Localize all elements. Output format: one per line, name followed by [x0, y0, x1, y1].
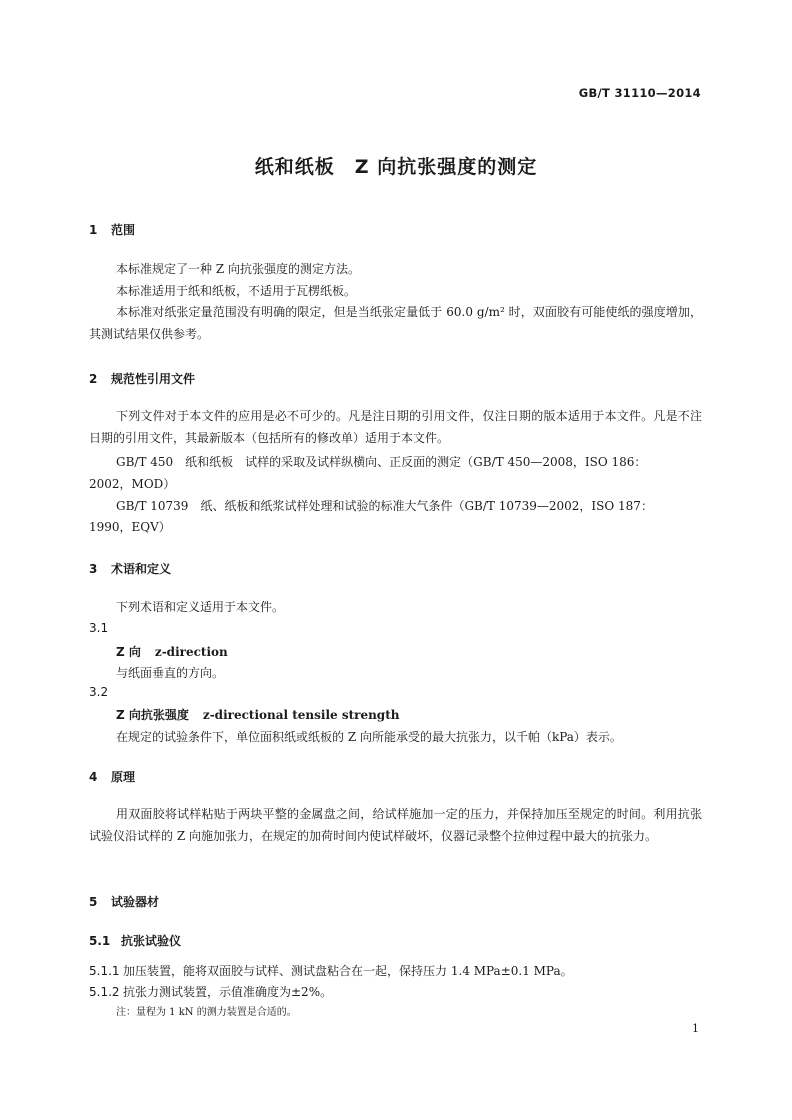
term-2-number: 3.2 [89, 685, 109, 699]
section-1-heading [89, 221, 135, 238]
section-3-intro: 下列术语和定义适用于本文件。 [116, 600, 285, 614]
section-title: 术语和定义 [111, 562, 172, 576]
note: 注：量程为 1 kN 的测力装置是合适的。 [116, 1007, 297, 1018]
section-3-heading [89, 560, 171, 577]
term-2-definition: 在规定的试验条件下，单位面积纸或纸板的 Z 向所能承受的最大抗张力，以千帕（kPa）表示。 [116, 730, 622, 744]
section-number: 3 [89, 562, 98, 576]
term-2-heading [116, 706, 399, 723]
section-number: 5 [89, 895, 98, 909]
section-4-heading [89, 768, 135, 785]
clause-number: 5.1.1 [89, 964, 120, 978]
clause-number: 5.1.2 [89, 985, 120, 999]
section-4-paragraph-1: 用双面胶将试样粘贴于两块平整的金属盘之间，给试样施加一定的压力，并保持加压至规定的时间。利用抗张试验仪沿试样的 Z 向施加张力，在规定的加荷时间内使试样破坏，仪器记录整个拉伸过程中最大的抗张力。 [89, 807, 702, 843]
subsection-title: 抗张试验仪 [121, 934, 182, 948]
clause-5-1-1 [89, 962, 702, 979]
section-2-heading [89, 370, 195, 387]
clause-5-1-2 [89, 983, 702, 1000]
section-number: 2 [89, 372, 98, 386]
section-1-paragraph-2: 本标准适用于纸和纸板，不适用于瓦楞纸板。 [116, 284, 357, 298]
section-1-paragraph-1: 本标准规定了一种 Z 向抗张强度的测定方法。 [116, 262, 360, 276]
section-title: 试验器材 [111, 895, 160, 909]
term-zh: Z 向 [116, 645, 141, 659]
reference-gbt450-line-2: 2002，MOD） [89, 477, 176, 491]
section-5-heading [89, 893, 159, 910]
section-number: 4 [89, 770, 98, 784]
term-1-heading [116, 643, 228, 660]
term-1-definition: 与纸面垂直的方向。 [116, 666, 225, 680]
page-number: 1 [692, 1022, 699, 1035]
reference-gbt10739-line-1: GB/T 10739 纸、纸板和纸浆试样处理和试验的标准大气条件（GB/T 10739—2002，ISO 187： [116, 499, 653, 513]
clause-text: 加压装置，能将双面胶与试样、测试盘粘合在一起，保持压力 1.4 MPa±0.1 MPa。 [123, 964, 573, 978]
section-title: 原理 [111, 770, 136, 784]
section-1-paragraph-3: 本标准对纸张定量范围没有明确的限定，但是当纸张定量低于 60.0 g/m² 时，双面胶有可能使纸的强度增加，其测试结果仅供参考。 [89, 305, 702, 341]
section-number: 1 [89, 223, 98, 237]
term-en: z-directional tensile strength [202, 708, 400, 722]
term-en: z-direction [154, 645, 228, 659]
subsection-number: 5.1 [89, 934, 111, 948]
term-zh: Z 向抗张强度 [116, 708, 189, 722]
subsection-5-1-heading [89, 932, 181, 949]
term-1-number: 3.1 [89, 621, 109, 635]
document-title: 纸和纸板 Z 向抗张强度的测定 [254, 156, 538, 178]
reference-gbt10739-line-2: 1990，EQV） [89, 520, 171, 534]
standard-number: GB/T 31110—2014 [578, 86, 701, 100]
section-title: 范围 [111, 223, 136, 237]
section-title: 规范性引用文件 [111, 372, 196, 386]
reference-gbt450-line-1: GB/T 450 纸和纸板 试样的采取及试样纵横向、正反面的测定（GB/T 450—2008，ISO 186： [116, 455, 647, 469]
section-2-paragraph-1: 下列文件对于本文件的应用是必不可少的。凡是注日期的引用文件，仅注日期的版本适用于本文件。凡是不注日期的引用文件，其最新版本（包括所有的修改单）适用于本文件。 [89, 409, 702, 445]
clause-text: 抗张力测试装置，示值准确度为±2%。 [123, 985, 333, 999]
